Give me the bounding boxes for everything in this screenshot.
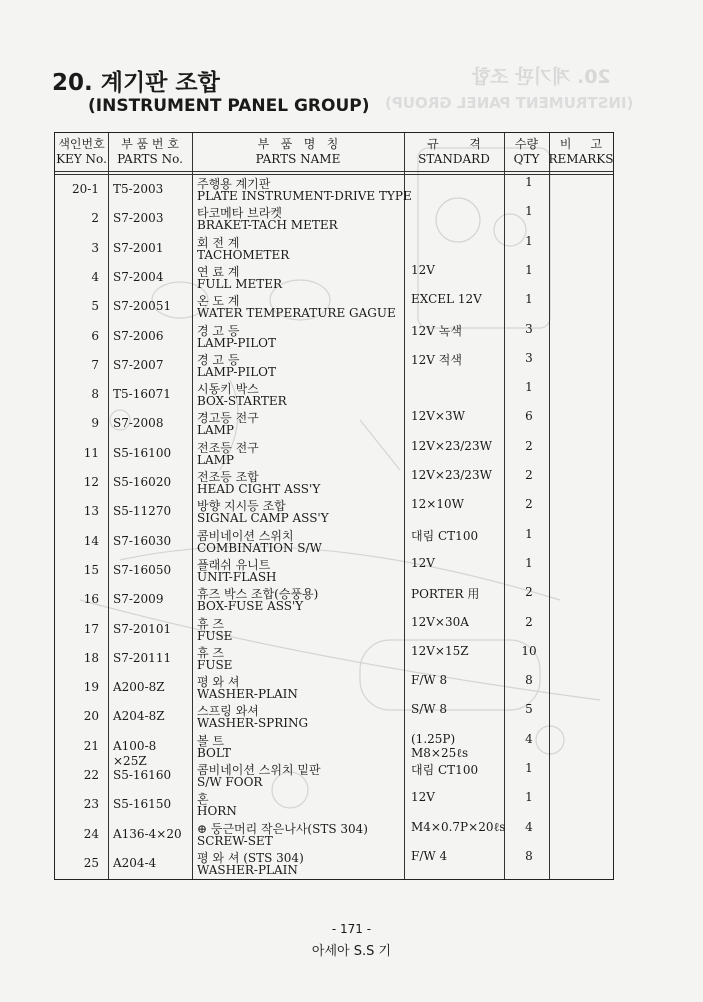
table-row	[55, 702, 613, 731]
quantity: 1	[525, 262, 533, 277]
quantity: 2	[525, 497, 533, 512]
key-number: 17	[83, 621, 99, 636]
parts-table	[54, 132, 614, 880]
part-number: S7-2001	[113, 240, 164, 255]
key-number: 25	[83, 855, 99, 870]
part-name-korean: 시동키 박스	[197, 382, 259, 397]
standard: 12×10W	[411, 497, 464, 512]
table-row	[55, 731, 613, 768]
standard: 12V×3W	[411, 409, 465, 424]
standard: 12V	[411, 790, 435, 805]
part-name-english: LAMP-PILOT	[197, 335, 277, 350]
part-name-english: WASHER-PLAIN	[197, 862, 298, 877]
part-name-korean: 휴 즈	[197, 645, 224, 660]
part-name-english: LAMP	[197, 452, 234, 467]
header-key: 색인번호 KEY No.	[56, 137, 107, 166]
standard: 12V×15Z	[411, 643, 469, 658]
key-number: 14	[83, 533, 99, 548]
part-name-english: BOX-STARTER	[197, 394, 287, 409]
part-number: S7-2004	[113, 269, 164, 284]
part-name-english: WASHER-SPRING	[197, 716, 309, 731]
key-number: 21	[83, 738, 99, 753]
part-name-english: PLATE INSTRUMENT-DRIVE TYPE	[197, 189, 412, 203]
standard: F/W 4	[411, 848, 448, 863]
quantity: 8	[525, 848, 533, 863]
key-number: 19	[83, 680, 99, 695]
quantity: 8	[525, 673, 533, 688]
part-name-korean: 평 와 셔	[197, 675, 240, 690]
key-number: 7	[91, 357, 99, 372]
part-number: S7-2006	[113, 328, 164, 343]
key-number: 5	[91, 299, 99, 314]
table-row	[55, 527, 613, 556]
quantity: 2	[525, 585, 533, 600]
key-number: 4	[91, 269, 99, 284]
bleed-through-title: 20. 계기판 조합	[472, 66, 611, 88]
part-number: S7-20051	[113, 299, 172, 314]
part-name-english: FUSE	[197, 657, 233, 672]
quantity: 1	[525, 555, 533, 570]
quantity: 3	[525, 321, 533, 336]
standard: 대림 CT100	[411, 528, 479, 543]
part-name-korean: 콤비네이션 스위치	[197, 528, 294, 543]
quantity: 2	[525, 614, 533, 629]
part-number: A100-8	[113, 738, 157, 753]
table-row	[55, 615, 613, 644]
part-name-korean: 연 료 계	[197, 264, 240, 279]
quantity: 3	[525, 350, 533, 365]
part-name-korean: 평 와 셔 (STS 304)	[197, 850, 304, 865]
part-name-english: FUSE	[197, 628, 233, 643]
section-subtitle: (INSTRUMENT PANEL GROUP)	[88, 96, 370, 116]
quantity: 2	[525, 438, 533, 453]
part-name-korean: 혼	[197, 792, 209, 807]
header-parts-name: 부 품 명 칭 PARTS NAME	[255, 137, 341, 166]
quantity: 2	[525, 468, 533, 482]
table-row	[55, 351, 613, 380]
table-row	[55, 790, 613, 819]
page-number: - 171 -	[331, 922, 372, 936]
standard: M4×0.7P×20ℓs	[411, 819, 506, 834]
part-name-korean: 콤비네이션 스위치 밑판	[197, 763, 321, 777]
table-row	[55, 644, 613, 673]
part-number: S7-2007	[113, 357, 164, 372]
key-number: 20-1	[72, 182, 99, 196]
part-number: S5-16150	[113, 797, 172, 812]
table-row	[55, 292, 613, 321]
part-number: T5-2003	[113, 182, 164, 196]
part-name-korean: ⊕ 둥근머리 작은나사(STS 304)	[197, 821, 368, 836]
header-parts-no: 부 품 번 호 PARTS No.	[117, 137, 183, 166]
table-row	[55, 439, 613, 468]
header-qty: 수량 QTY	[513, 137, 540, 166]
part-name-korean: 전조등 전구	[197, 440, 259, 455]
part-number: S7-16050	[113, 562, 172, 577]
part-name-english: LAMP	[197, 423, 234, 438]
quantity: 1	[525, 204, 533, 219]
standard: 12V 녹색	[411, 323, 462, 338]
quantity: 1	[525, 761, 533, 775]
bleed-through-subtitle: (INSTRUMENT PANEL GROUP)	[384, 94, 633, 112]
standard: F/W 8	[411, 673, 448, 688]
standard: PORTER 用	[411, 587, 480, 602]
key-number: 6	[91, 328, 99, 343]
part-name-korean: 경고등 전구	[197, 411, 259, 426]
standard: 12V×23/23W	[411, 438, 492, 453]
quantity: 1	[525, 526, 533, 541]
quantity: 4	[525, 731, 533, 746]
part-name-english: COMBINATION S/W	[197, 540, 322, 555]
table-row	[55, 849, 613, 878]
key-number: 12	[83, 475, 99, 489]
table-row	[55, 322, 613, 351]
part-name-korean: 스프링 와셔	[197, 704, 259, 719]
header-remarks: 비 고 REMARKS	[548, 137, 614, 166]
quantity: 1	[525, 233, 533, 248]
part-number: T5-16071	[113, 387, 171, 402]
part-name-english: TACHOMETER	[197, 247, 290, 262]
standard: 12V×30A	[411, 614, 469, 629]
part-name-english: UNIT-FLASH	[197, 569, 277, 584]
table-row	[55, 820, 613, 849]
table-row	[55, 585, 613, 614]
part-number-cont: ×25Z	[113, 753, 147, 768]
part-name-korean: 경 고 등	[197, 352, 240, 367]
key-number: 9	[91, 416, 99, 431]
key-number: 24	[83, 826, 99, 841]
table-row	[55, 234, 613, 263]
part-name-english: HORN	[197, 804, 237, 819]
table-row	[55, 761, 613, 790]
key-number: 3	[91, 240, 99, 255]
standard: 대림 CT100	[411, 763, 479, 777]
part-name-korean: 휴 즈	[197, 616, 224, 631]
part-name-english: SIGNAL CAMP ASS'Y	[197, 511, 329, 526]
quantity: 1	[525, 175, 533, 189]
standard: EXCEL 12V	[411, 292, 482, 307]
part-name-english: SCREW-SET	[197, 833, 273, 848]
part-number: S7-2003	[113, 211, 164, 226]
standard: 12V	[411, 262, 435, 277]
header-rule	[55, 171, 613, 172]
part-number: S5-11270	[113, 504, 172, 519]
key-number: 22	[83, 768, 99, 782]
part-name-korean: 전조등 조합	[197, 470, 259, 484]
standard: (1.25P)	[411, 731, 456, 746]
part-number: S7-2008	[113, 416, 164, 431]
quantity: 5	[525, 702, 533, 717]
part-name-korean: 볼 트	[197, 733, 224, 748]
part-number: S7-2009	[113, 592, 164, 607]
part-name-english: HEAD CIGHT ASS'Y	[197, 482, 321, 496]
key-number: 2	[91, 211, 99, 226]
standard: 12V×23/23W	[411, 468, 492, 482]
part-number: S5-16160	[113, 768, 172, 782]
part-number: A204-4	[113, 855, 157, 870]
part-name-english: FULL METER	[197, 276, 283, 291]
key-number: 23	[83, 797, 99, 812]
part-number: A136-4×20	[113, 826, 182, 841]
part-number: S7-16030	[113, 533, 172, 548]
header-standard: 규 격 STANDARD	[418, 137, 490, 166]
table-row	[55, 468, 613, 497]
table-row	[55, 497, 613, 526]
part-name-korean: 경 고 등	[197, 323, 240, 338]
key-number: 13	[83, 504, 99, 519]
table-row	[55, 673, 613, 702]
part-number: S7-20101	[113, 621, 172, 636]
part-name-english: S/W FOOR	[197, 775, 263, 789]
standard: 12V	[411, 555, 435, 570]
standard: S/W 8	[411, 702, 448, 717]
table-row	[55, 263, 613, 292]
quantity: 1	[525, 292, 533, 307]
part-name-korean: 회 전 계	[197, 235, 240, 250]
key-number: 15	[83, 562, 99, 577]
part-name-english: BOLT	[197, 745, 231, 760]
key-number: 18	[83, 650, 99, 665]
model-name: 아세아 S.S 기	[311, 944, 392, 959]
section-title: 20. 계기판 조합	[52, 70, 220, 96]
table-row	[55, 175, 613, 204]
part-name-korean: 방향 지시등 조합	[197, 499, 286, 514]
key-number: 16	[83, 592, 99, 607]
part-name-korean: 주행용 계기판	[197, 177, 271, 191]
quantity: 4	[525, 819, 533, 834]
part-name-english: WATER TEMPERATURE GAGUE	[197, 306, 396, 321]
quantity: 1	[525, 790, 533, 805]
standard: 12V 적색	[411, 352, 462, 367]
part-number: S5-16100	[113, 445, 172, 460]
table-row	[55, 409, 613, 438]
standard-cont: M8×25ℓs	[411, 745, 469, 760]
part-number: A200-8Z	[113, 680, 165, 695]
key-number: 8	[91, 387, 99, 402]
quantity: 6	[525, 409, 533, 424]
part-name-english: LAMP-PILOT	[197, 364, 277, 379]
part-number: S5-16020	[113, 475, 172, 489]
table-row	[55, 556, 613, 585]
part-name-english: BOX-FUSE ASS'Y	[197, 599, 304, 614]
part-name-english: BRAKET-TACH METER	[197, 218, 338, 233]
table-row	[55, 380, 613, 409]
part-name-korean: 온 도 계	[197, 294, 240, 309]
part-name-korean: 휴즈 박스 조합(승풍용)	[197, 587, 319, 602]
part-name-english: WASHER-PLAIN	[197, 687, 298, 702]
part-name-korean: 타코메타 브라켓	[197, 206, 282, 221]
part-number: A204-8Z	[113, 709, 165, 724]
key-number: 20	[83, 709, 99, 724]
part-name-korean: 플래쉬 유니트	[197, 557, 271, 572]
quantity: 1	[525, 380, 533, 395]
part-number: S7-20111	[113, 650, 172, 665]
table-row	[55, 204, 613, 233]
quantity: 10	[521, 643, 537, 658]
key-number: 11	[83, 445, 99, 460]
